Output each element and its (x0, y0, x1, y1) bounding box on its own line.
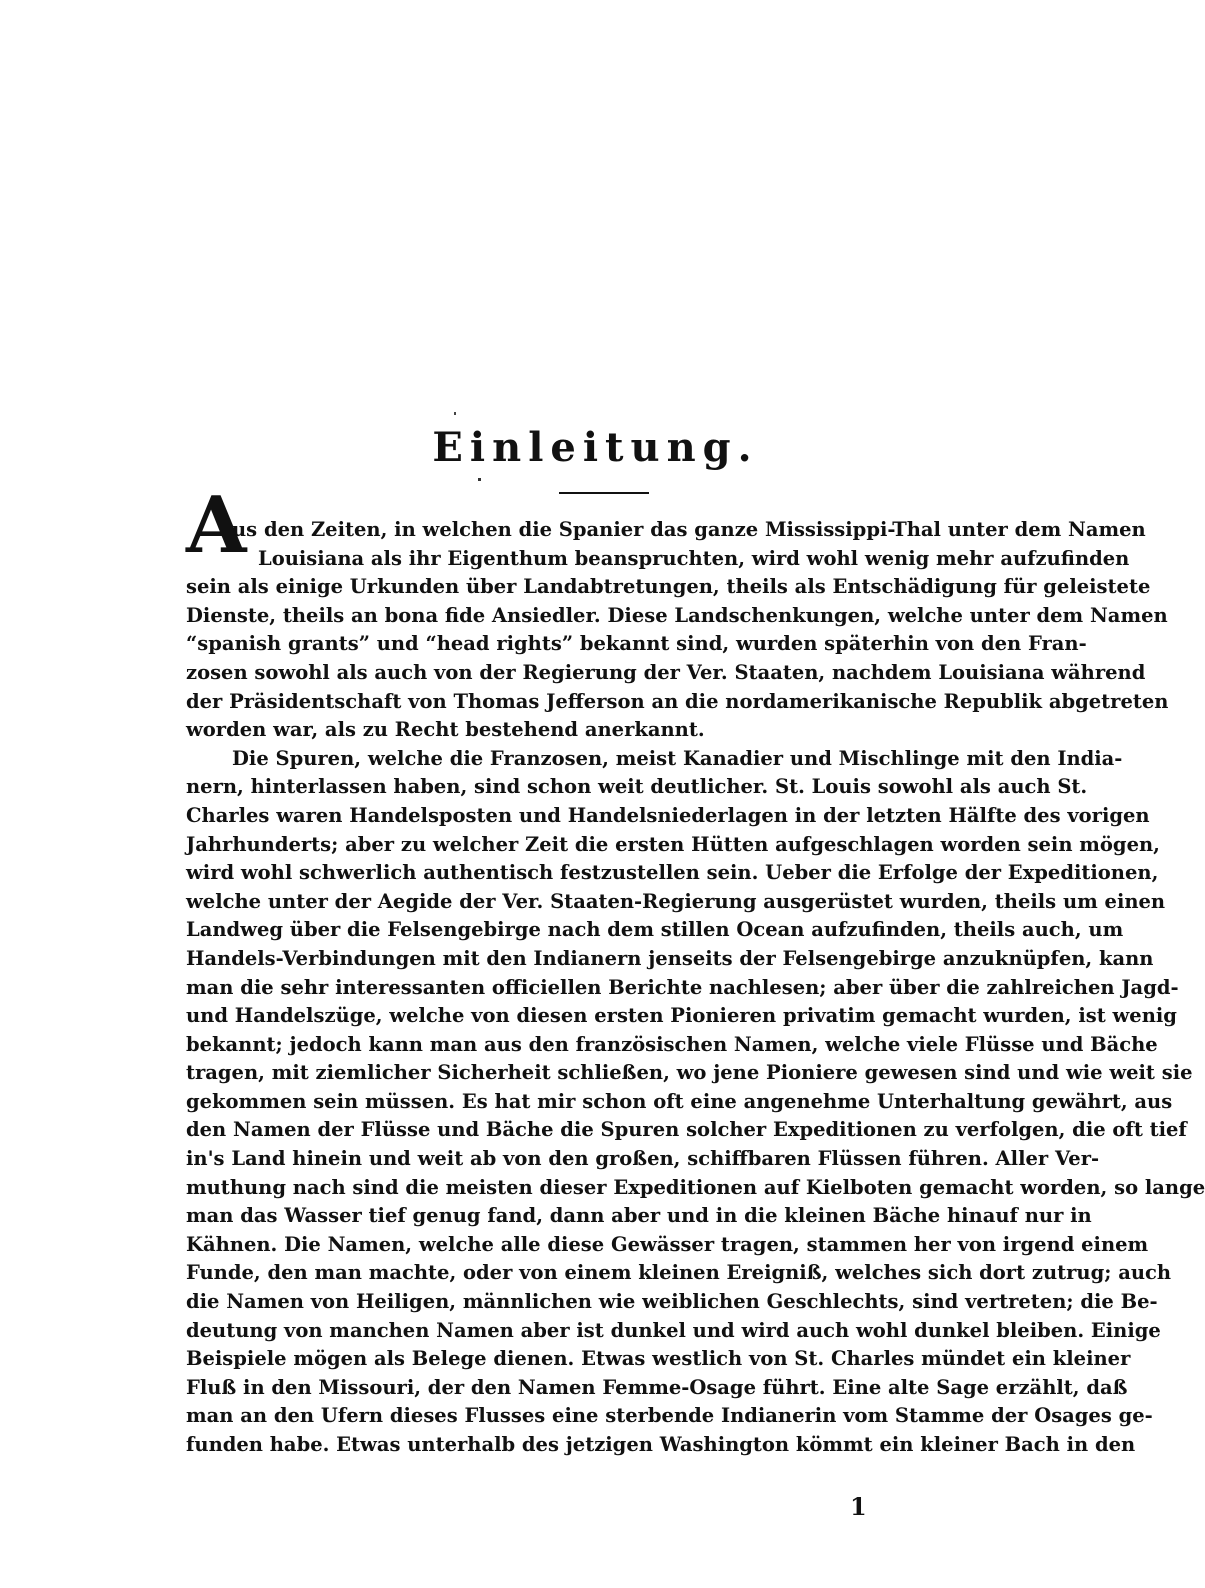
print-speck (454, 412, 456, 415)
text-line: den Namen der Flüsse und Bäche die Spuren solcher Expeditionen zu verfolgen, die oft tief (186, 1118, 1187, 1142)
text-line: worden war, als zu Recht bestehend anerkannt. (186, 718, 705, 742)
text-line: Charles waren Handelsposten und Handelsniederlagen in der letzten Hälfte des vorigen (186, 803, 1150, 827)
text-line: us den Zeiten, in welchen die Spanier das ganze Mississippi-Thal unter dem Namen (232, 518, 1146, 541)
text-line: Dienste, theils an bona fide Ansiedler. Diese Landschenkungen, welche unter dem Namen (186, 603, 1168, 627)
text-line: in's Land hinein und weit ab von den großen, schiffbaren Flüssen führen. Aller Ver- (186, 1147, 1100, 1171)
print-speck (478, 478, 481, 481)
text-line: Landweg über die Felsengebirge nach dem stillen Ocean aufzufinden, theils auch, um (186, 918, 1124, 942)
text-line: welche unter der Aegide der Ver. Staaten-Regierung ausgerüstet wurden, theils um einen (186, 889, 1166, 913)
body-text (186, 516, 1205, 1460)
text-line: man die sehr interessanten officiellen Berichte nachlesen; aber über die zahlreichen Jagd- (186, 975, 1179, 999)
title-rule (559, 492, 649, 494)
page-number: 1 (850, 1492, 867, 1521)
text-line: der Präsidentschaft von Thomas Jefferson an die nordamerikanische Republik abgetreten (186, 689, 1169, 713)
text-line: man an den Ufern dieses Flusses eine sterbende Indianerin vom Stamme der Osages ge- (186, 1404, 1153, 1428)
text-line: deutung von manchen Namen aber ist dunkel und wird auch wohl dunkel bleiben. Einige (186, 1318, 1161, 1342)
text-line: Fluß in den Missouri, der den Namen Femme-Osage führt. Eine alte Sage erzählt, daß (186, 1375, 1128, 1399)
text-line: und Handelszüge, welche von diesen ersten Pionieren privatim gemacht wurden, ist wenig (186, 1004, 1177, 1028)
text-line: Funde, den man machte, oder von einem kleinen Ereigniß, welches sich dort zutrug; auch (186, 1261, 1172, 1285)
text-line: zosen sowohl als auch von der Regierung der Ver. Staaten, nachdem Louisiana während (186, 660, 1146, 684)
text-line: die Namen von Heiligen, männlichen wie weiblichen Geschlechts, sind vertreten; die Be- (186, 1290, 1158, 1314)
drop-cap: A (186, 480, 247, 571)
text-line: sein als einige Urkunden über Landabtretungen, theils als Entschädigung für geleistete (186, 575, 1151, 599)
text-line: gekommen sein müssen. Es hat mir schon oft eine angenehme Unterhaltung gewährt, aus (186, 1089, 1173, 1113)
chapter-title: Einleitung. (432, 424, 759, 471)
text-line: funden habe. Etwas unterhalb des jetzigen Washington kömmt ein kleiner Bach in den (186, 1433, 1136, 1456)
text-line: Jahrhunderts; aber zu welcher Zeit die ersten Hütten aufgeschlagen worden sein mögen, (186, 832, 1160, 856)
text-line: wird wohl schwerlich authentisch festzustellen sein. Ueber die Erfolge der Expeditionen, (186, 861, 1159, 885)
text-line: Handels-Verbindungen mit den Indianern jenseits der Felsengebirge anzuknüpfen, kann (186, 946, 1154, 970)
text-line: muthung nach sind die meisten dieser Expeditionen auf Kielboten gemacht worden, so lange (186, 1175, 1205, 1199)
text-line: bekannt; jedoch kann man aus den französischen Namen, welche viele Flüsse und Bäche (186, 1032, 1158, 1056)
text-line: Beispiele mögen als Belege dienen. Etwas westlich von St. Charles mündet ein kleiner (186, 1347, 1131, 1371)
text-line: Die Spuren, welche die Franzosen, meist Kanadier und Mischlinge mit den India- (232, 746, 1123, 770)
text-line: “spanish grants” und “head rights” bekannt sind, wurden späterhin von den Fran- (186, 632, 1087, 656)
text-line: nern, hinterlassen haben, sind schon weit deutlicher. St. Louis sowohl als auch St. (186, 775, 1088, 799)
text-line: tragen, mit ziemlicher Sicherheit schließen, wo jene Pioniere gewesen sind und wie weit sie (186, 1061, 1193, 1085)
text-line: Kähnen. Die Namen, welche alle diese Gewässer tragen, stammen her von irgend einem (186, 1232, 1149, 1256)
text-line: Louisiana als ihr Eigenthum beanspruchten, wird wohl wenig mehr aufzufinden (258, 546, 1130, 570)
text-line: man das Wasser tief genug fand, dann aber und in die kleinen Bäche hinauf nur in (186, 1204, 1092, 1228)
